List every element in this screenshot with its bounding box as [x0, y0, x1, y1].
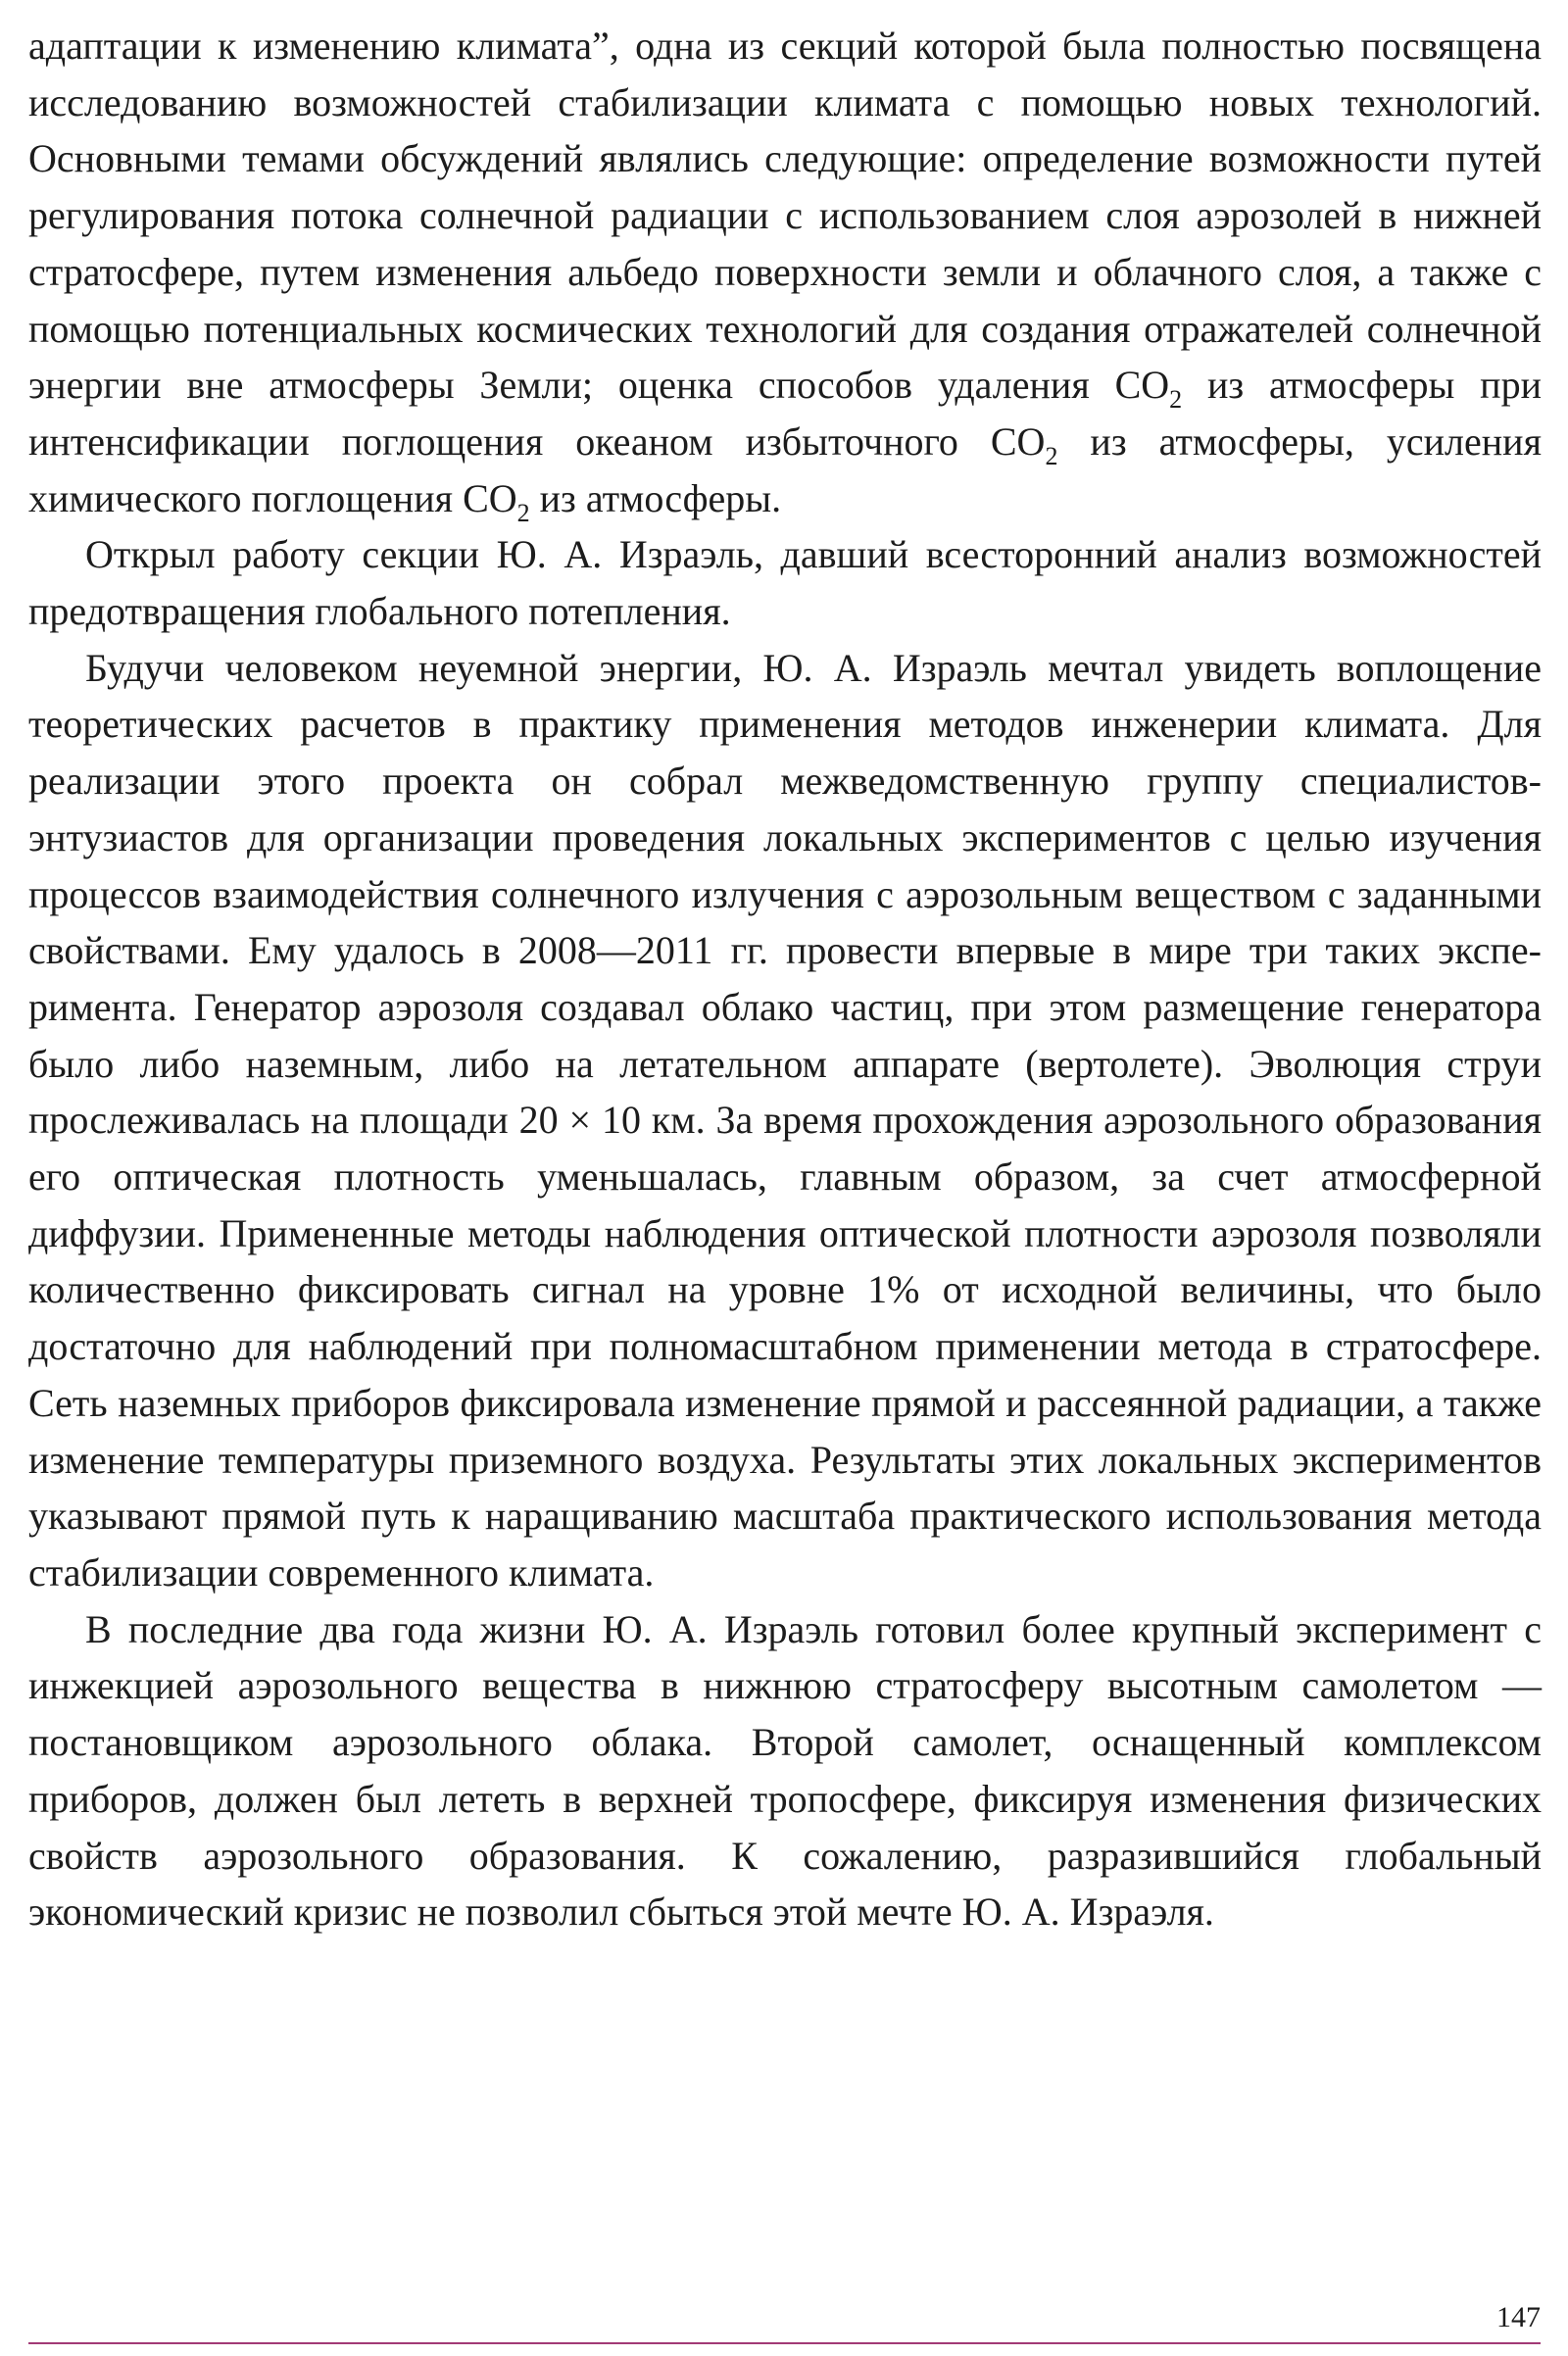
page-number: 147	[1496, 2301, 1541, 2333]
subscript: 2	[516, 498, 530, 527]
paragraph-2: Открыл работу секции Ю. А. Израэль, давший всесторонний анализ возможностей предотвращения глобального потепления.	[28, 532, 1542, 634]
footer-rule	[28, 2342, 1541, 2344]
subscript: 2	[1169, 385, 1183, 415]
paragraph-1: адаптации к изменению климата”, одна из секций которой была полностью посвящена исследованию возможностей стабилизации климата с помощью новых технологий. Основными темами обсуждений являлись следующие: определение возможности путей регулирования потока солнечной радиации с использованием слоя аэрозолей в нижней стратосфере, путем изменения альбедо поверхности земли и облачного слоя, а также с помощью потенциальных космических технологий для создания отражателей солнечной энергии вне атмосферы Земли; оценка способов удаления $CO_2$ из атмосферы при интенсификации поглощения океаном избыточного $CO_2$ из атмосферы, усиления химического поглощения $CO_2$ из атмосферы.	[28, 24, 1542, 527]
body-text	[28, 18, 1542, 1940]
paragraph-4: В последние два года жизни Ю. А. Израэль готовил более крупный эксперимент с инжекцией аэрозольного вещества в нижнюю стратосферу высотным самолетом — постановщиком аэрозольного облака. Второй самолет, оснащенный комплексом приборов, должен был лететь в верхней тропосфере, фиксируя изменения физических свойств аэрозольного образования. К сожалению, разразившийся глобальный экономический кризис не позволил сбыться этой мечте Ю. А. Израэля.	[28, 1606, 1542, 1935]
paragraph-3: Будучи человеком неуемной энергии, Ю. А. Израэль мечтал увидеть воплощение теоретических расчетов в практику применения методов инженерии климата. Для реализации этого проекта он собрал межведомственную группу специалистов-энтузиастов для организации проведения локальных экспериментов с целью изучения процессов взаимодействия солнечного излучения с аэрозольным веществом с заданными свойствами. Ему удалось в 2008—2011 гг. провести впервые в мире три таких эксперимента. Генератор аэрозоля создавал облако частиц, при этом размещение генератора было либо наземным, либо на летательном аппарате (вертолете). Эволюция струи прослеживалась на площади 20 × 10 км. За время прохождения аэрозольного образования его оптическая плотность уменьшалась, главным образом, за счет атмосферной диффузии. Примененные методы наблюдения оптической плотности аэрозоля позволяли количественно фиксировать сигнал на уровне 1% от исходной величины, что было достаточно для наблюдений при полномасштабном применении метода в стратосфере. Сеть наземных приборов фиксировала изменение прямой и рассеянной радиации, а также изменение температуры приземного воздуха. Результаты этих локальных экспериментов указывают прямой путь к наращиванию масштаба практического использования метода стабилизации современного климата.	[28, 645, 1542, 1595]
subscript: 2	[1045, 441, 1058, 470]
